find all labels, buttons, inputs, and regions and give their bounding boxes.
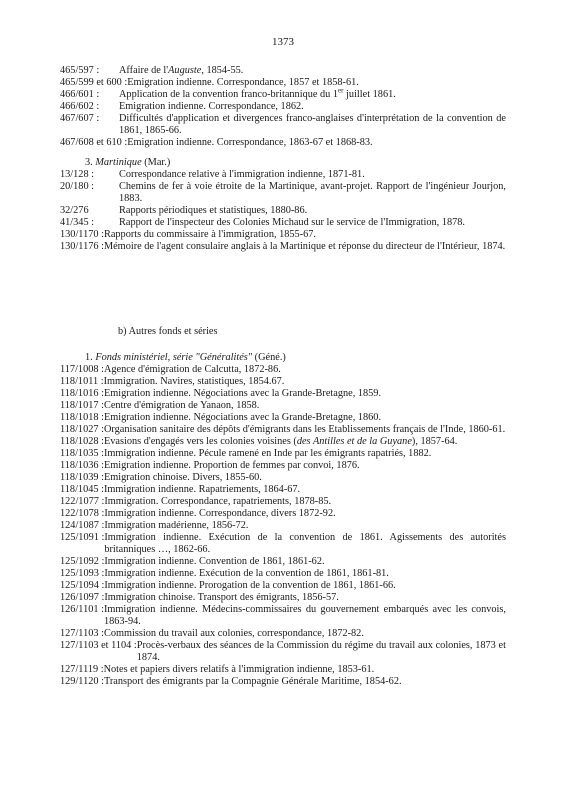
entry-text — [127, 137, 506, 149]
entry-text — [104, 568, 506, 580]
entry-text — [119, 113, 506, 137]
entry-code: 20/180 : — [60, 181, 95, 192]
entry-text — [104, 388, 506, 400]
entry-code: 466/602 : — [60, 101, 100, 112]
entry-text — [119, 181, 506, 205]
entry-text-main: Rapports périodiques et statistiques, 1880-86. — [119, 205, 308, 216]
entry-code: 118/1045 : — [60, 484, 104, 495]
entry-code: 466/601 : — [60, 89, 100, 100]
entry-text — [104, 400, 506, 412]
entry-code: 129/1120 : — [60, 676, 104, 687]
entry-text — [104, 364, 506, 376]
entry-code: 465/599 et 600 : — [60, 77, 128, 88]
entry-row — [60, 86, 506, 101]
entries-guadeloupe — [60, 65, 506, 149]
entry-code: 118/1017 : — [60, 400, 104, 411]
entry-code: 126/1097 : — [60, 592, 105, 603]
section-fonds-ministeriel — [60, 352, 506, 364]
entry-row — [60, 229, 506, 241]
entry-code: 13/128 : — [60, 169, 95, 180]
entry-text-main: Immigration madérienne, 1856-72. — [104, 520, 249, 531]
entries-generalites — [60, 352, 506, 688]
entry-code: 118/1018 : — [60, 412, 104, 423]
section-title: Fonds ministériel, série "Généralités" — [95, 352, 253, 363]
entry-text-main: Application de la convention franco-britannique du 1 — [119, 89, 339, 100]
entry-text — [104, 676, 506, 688]
entry-text-main: Affaire de l' — [119, 65, 169, 76]
entry-code: 118/1027 : — [60, 424, 104, 435]
entry-code: 124/1087 : — [60, 520, 105, 531]
entry-code: 117/1008 : — [60, 364, 104, 375]
section-title: Martinique — [95, 157, 142, 168]
entry-row — [60, 592, 506, 604]
entry-text — [104, 484, 506, 496]
entry-text-main: Immigration indienne. Rapatriements, 1864-67. — [103, 484, 301, 495]
entry-text — [104, 556, 506, 568]
entry-text-main: Emigration indienne. Correspondance, 1863-67 et 1868-83. — [127, 137, 373, 148]
entry-text-main: Transport des émigrants par la Compagnie Générale Maritime, 1854-62. — [103, 676, 402, 687]
entry-code: 125/1093 : — [60, 568, 105, 579]
entry-text-main: Immigration indienne. Exécution de la convention de 1861, 1861-81. — [104, 568, 389, 579]
entry-row — [60, 532, 506, 556]
entry-row — [60, 424, 506, 436]
entry-code: 465/597 : — [60, 65, 100, 76]
entry-text — [104, 376, 506, 388]
entry-text-main: Immigration. Correspondance, rapatriements, 1878-85. — [104, 496, 332, 507]
page-number: 1373 — [272, 36, 294, 48]
entry-row — [60, 400, 506, 412]
entry-text-main: Immigration indienne. Médecins-commissaires du gouvernement embarqués avec les convois, 1863-94. — [103, 604, 506, 627]
entry-code: 32/276 — [60, 205, 89, 216]
entry-row — [60, 580, 506, 592]
entry-row — [60, 113, 506, 137]
entry-code: 126/1101 : — [60, 604, 104, 615]
entry-row — [60, 640, 506, 664]
entry-text-main: Evasions d'engagés vers les colonies voisines ( — [103, 436, 297, 447]
entry-text — [104, 508, 506, 520]
entry-text-main: Immigration indienne. Prorogation de la convention de 1861, 1861-66. — [104, 580, 396, 591]
entry-text-main: Correspondance relative à l'immigration indienne, 1871-81. — [119, 169, 365, 180]
section-martinique — [60, 157, 506, 169]
entry-code: 467/608 et 610 : — [60, 137, 128, 148]
entry-code: 122/1077 : — [60, 496, 105, 507]
entry-row — [60, 436, 506, 448]
entry-row — [60, 364, 506, 376]
entry-row — [60, 508, 506, 520]
entry-text — [104, 241, 506, 253]
entry-row — [60, 205, 506, 217]
entry-text — [104, 592, 506, 604]
entry-text — [104, 424, 506, 436]
entry-code: 125/1092 : — [60, 556, 105, 567]
entry-row — [60, 412, 506, 424]
entry-text — [104, 628, 506, 640]
entry-code: 118/1036 : — [60, 460, 104, 471]
entry-text-tail: juillet 1861. — [343, 89, 396, 100]
entry-code: 118/1028 : — [60, 436, 104, 447]
entry-text — [104, 448, 506, 460]
entry-text — [104, 472, 506, 484]
entry-code: 467/607 : — [60, 113, 100, 124]
entry-code: 118/1016 : — [60, 388, 104, 399]
entry-code: 125/1091 : — [60, 532, 105, 543]
entry-text-tail: ), 1857-64. — [411, 436, 458, 447]
entry-text-main: Emigration chinoise. Divers, 1855-60. — [103, 472, 262, 483]
entry-code: 130/1170 : — [60, 229, 104, 240]
entry-row — [60, 520, 506, 532]
entry-row — [60, 101, 506, 113]
entry-row — [60, 460, 506, 472]
entry-text-main: Emigration indienne. Négociations avec la Grande-Bretagne, 1859. — [103, 388, 382, 399]
entry-code: 127/1103 : — [60, 628, 104, 639]
entry-code: 130/1176 : — [60, 241, 104, 252]
entry-row — [60, 496, 506, 508]
entry-row — [60, 628, 506, 640]
entry-text-main: Difficultés d'application et divergences franco-anglaises d'interprétation de la convention de 1861, 1865-66. — [119, 113, 506, 136]
entry-row — [60, 137, 506, 149]
entry-text — [104, 604, 506, 628]
entry-row — [60, 604, 506, 628]
subheading-autres-fonds: b) Autres fonds et séries — [118, 326, 218, 337]
entry-text — [127, 77, 506, 89]
entry-code: 122/1078 : — [60, 508, 105, 519]
entry-code: 41/345 : — [60, 217, 95, 228]
entry-text — [119, 65, 506, 77]
entry-text-main: Immigration chinoise. Transport des émigrants, 1856-57. — [104, 592, 339, 603]
entry-text-italic: Auguste — [168, 65, 202, 76]
entry-text-superscript: er — [338, 86, 344, 95]
entry-row — [60, 217, 506, 229]
entry-code: 118/1039 : — [60, 472, 104, 483]
entry-text — [104, 436, 506, 448]
entry-code: 125/1094 : — [60, 580, 105, 591]
entry-row — [60, 65, 506, 77]
entry-code: 127/1119 : — [60, 664, 104, 675]
entry-row — [60, 77, 506, 89]
entry-code: 118/1011 : — [60, 376, 104, 387]
entry-row — [60, 388, 506, 400]
entry-text — [104, 229, 506, 241]
entry-text-main: Organisation sanitaire des dépôts d'émigrants dans les Etablissements français de l'Inde, 1860-61. — [103, 424, 506, 435]
entry-text — [104, 664, 506, 676]
entry-row — [60, 169, 506, 181]
entry-text-main: Immigration indienne. Correspondance, divers 1872-92. — [104, 508, 336, 519]
entry-row — [60, 568, 506, 580]
entry-text — [119, 86, 506, 101]
entry-text-main: Commission du travail aux colonies, correspondance, 1872-82. — [103, 628, 364, 639]
entry-text-italic: des Antilles et de la Guyane — [296, 436, 412, 447]
entry-text — [119, 101, 506, 113]
entry-row — [60, 472, 506, 484]
entry-text — [137, 640, 506, 664]
section-number: 3. — [85, 157, 93, 168]
entry-text-main: Rapports du commissaire à l'immigration, 1855-67. — [103, 229, 317, 240]
entry-code: 127/1103 et 1104 : — [60, 640, 137, 651]
entry-text-main: Emigration indienne. Correspondance, 1857 et 1858-61. — [127, 77, 359, 88]
entry-text-main: Procès-verbaux des séances de la Commission du régime du travail aux colonies, 1873 et 1874. — [136, 640, 506, 663]
entry-text-main: Immigration indienne. Exécution de la convention de 1861. Agissements des autorités britanniques …, 1862-66. — [104, 532, 506, 555]
entries-martinique — [60, 157, 506, 253]
entry-row — [60, 376, 506, 388]
entry-row — [60, 676, 506, 688]
entry-text — [104, 520, 506, 532]
entry-text-main: Immigration indienne. Convention de 1861, 1861-62. — [104, 556, 325, 567]
entry-text — [104, 460, 506, 472]
entry-text — [104, 496, 506, 508]
entry-row — [60, 556, 506, 568]
entry-row — [60, 664, 506, 676]
entry-code: 118/1035 : — [60, 448, 104, 459]
entry-text — [104, 412, 506, 424]
entry-text-main: Immigration. Navires, statistiques, 1854.67. — [103, 376, 285, 387]
entry-text-main: Notes et papiers divers relatifs à l'immigration indienne, 1853-61. — [103, 664, 375, 675]
entry-text-main: Centre d'émigration de Yanaon, 1858. — [103, 400, 260, 411]
entry-row — [60, 181, 506, 205]
entry-text — [104, 580, 506, 592]
entry-text-main: Emigration indienne. Négociations avec la Grande-Bretagne, 1860. — [103, 412, 382, 423]
entry-text — [119, 169, 506, 181]
section-number: 1. — [85, 352, 93, 363]
entry-text-main: Rapport de l'inspecteur des Colonies Michaud sur le service de l'Immigration, 1878. — [119, 217, 466, 228]
entry-row — [60, 241, 506, 253]
entry-text-main: Agence d'émigration de Calcutta, 1872-86. — [103, 364, 281, 375]
entry-text-tail: , 1854-55. — [201, 65, 244, 76]
entry-text-main: Immigration indienne. Pécule ramené en Inde par les émigrants rapatriés, 1882. — [103, 448, 432, 459]
entry-row — [60, 484, 506, 496]
entry-text — [119, 217, 506, 229]
entry-text-main: Mémoire de l'agent consulaire anglais à la Martinique et réponse du directeur de l'Intérieur, 1874. — [103, 241, 506, 252]
entry-text — [119, 205, 506, 217]
section-abbr: (Mar.) — [141, 157, 171, 168]
entry-text-main: Emigration indienne. Correspondance, 1862. — [119, 101, 304, 112]
entry-row — [60, 448, 506, 460]
entry-text — [104, 532, 506, 556]
entry-text-main: Chemins de fer à voie étroite de la Martinique, avant-projet. Rapport de l'ingénieur Jourjon, 1883. — [119, 181, 506, 204]
section-abbr: (Géné.) — [252, 352, 286, 363]
entry-text-main: Emigration indienne. Proportion de femmes par convoi, 1876. — [103, 460, 360, 471]
